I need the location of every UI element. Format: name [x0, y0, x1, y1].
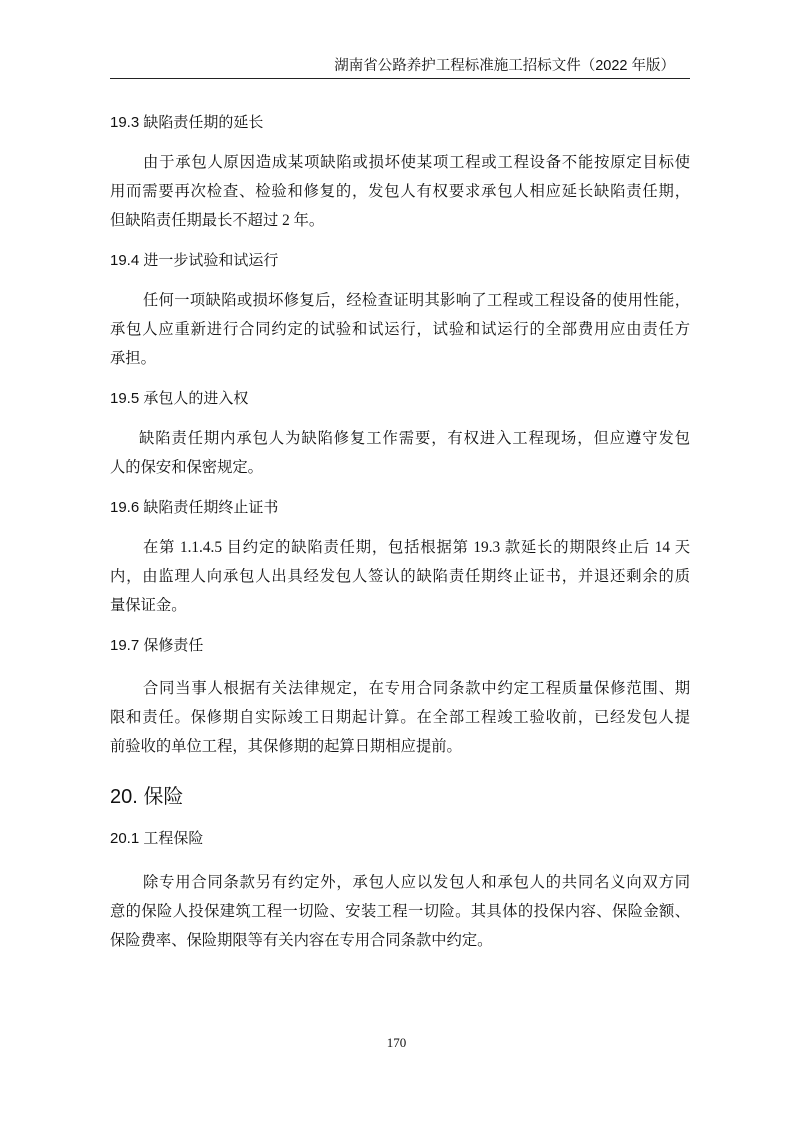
section-heading: 19.3 缺陷责任期的延长 — [110, 113, 264, 131]
paragraph-line: 保险费率、保险期限等有关内容在专用合同条款中约定。 — [110, 931, 493, 949]
section-heading: 19.7 保修责任 — [110, 636, 204, 654]
paragraph-line: 任何一项缺陷或损坏修复后，经检查证明其影响了工程或工程设备的使用性能， — [143, 291, 690, 309]
section-heading: 19.5 承包人的进入权 — [110, 389, 249, 407]
paragraph-line: 内，由监理人向承包人出具经发包人签认的缺陷责任期终止证书，并退还剩余的质 — [110, 567, 690, 585]
section-19-4 — [110, 246, 690, 373]
paragraph-line: 意的保险人投保建筑工程一切险、安装工程一切险。其具体的投保内容、保险金额、 — [110, 902, 690, 920]
paragraph-line: 用而需要再次检查、检验和修复的，发包人有权要求承包人相应延长缺陷责任期， — [110, 182, 690, 200]
paragraph — [110, 424, 690, 482]
paragraph-line: 在第 1.1.4.5 目约定的缺陷责任期，包括根据第 19.3 款延长的期限终止后 14 天 — [143, 538, 690, 556]
section-heading: 19.6 缺陷责任期终止证书 — [110, 498, 279, 516]
section-heading: 19.4 进一步试验和试运行 — [110, 251, 279, 269]
paragraph-line: 缺陷责任期内承包人为缺陷修复工作需要，有权进入工程现场，但应遵守发包 — [139, 429, 690, 447]
paragraph-line: 人的保安和保密规定。 — [110, 458, 263, 476]
paragraph — [110, 674, 690, 761]
paragraph-line: 合同当事人根据有关法律规定，在专用合同条款中约定工程质量保修范围、期 — [143, 679, 690, 697]
paragraph — [110, 286, 690, 373]
page-number: 170 — [386, 1035, 407, 1050]
chapter-heading: 20. 保险 — [110, 786, 184, 808]
section-19-5 — [110, 384, 690, 482]
section-19-3 — [110, 108, 690, 235]
paragraph — [110, 148, 690, 235]
paragraph-line: 但缺陷责任期最长不超过 2 年。 — [110, 211, 325, 229]
section-19-7 — [110, 631, 690, 761]
paragraph — [110, 868, 690, 955]
paragraph-line: 由于承包人原因造成某项缺陷或损坏使某项工程或工程设备不能按原定目标使 — [143, 153, 690, 171]
running-header: 湖南省公路养护工程标准施工招标文件（2022 年版） — [334, 58, 675, 74]
section-20-1 — [110, 824, 690, 955]
paragraph-line: 前验收的单位工程，其保修期的起算日期相应提前。 — [110, 737, 462, 755]
paragraph-line: 限和责任。保修期自实际竣工日期起计算。在全部工程竣工验收前，已经发包人提 — [110, 708, 690, 726]
section-heading: 20.1 工程保险 — [110, 829, 204, 847]
page-content — [110, 108, 690, 955]
paragraph-line: 承担。 — [110, 349, 156, 367]
section-19-6 — [110, 493, 690, 620]
paragraph-line: 除专用合同条款另有约定外，承包人应以发包人和承包人的共同名义向双方同 — [143, 873, 690, 891]
header-rule — [110, 78, 690, 79]
paragraph-line: 量保证金。 — [110, 596, 187, 614]
paragraph — [110, 533, 690, 620]
paragraph-line: 承包人应重新进行合同约定的试验和试运行，试验和试运行的全部费用应由责任方 — [110, 320, 690, 338]
